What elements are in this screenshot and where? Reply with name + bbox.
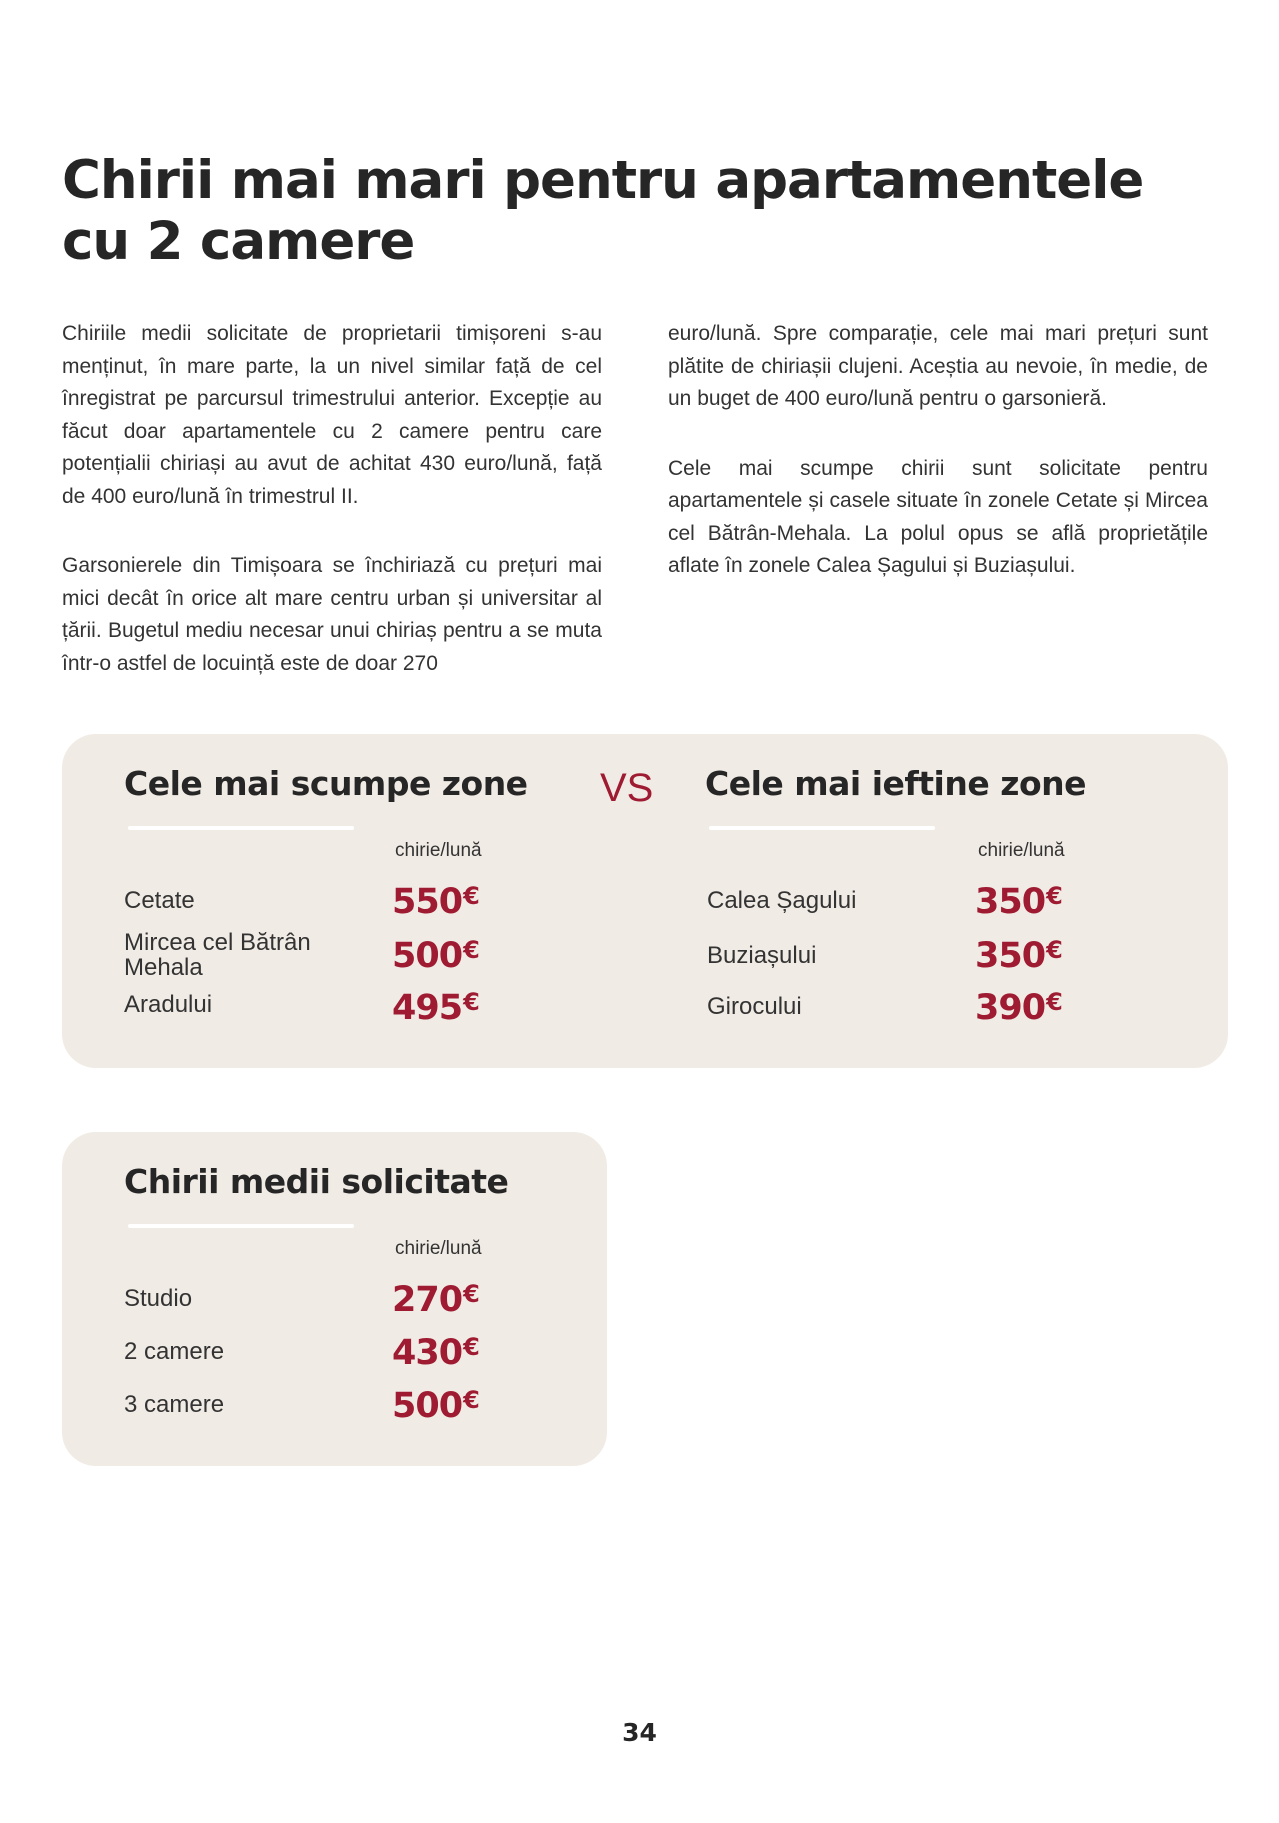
text-column-right (668, 318, 1208, 620)
currency-symbol: € (463, 1280, 479, 1308)
price-value: 270 (392, 1280, 463, 1320)
unit-label: chirie/lună (395, 1238, 482, 1259)
average-price (392, 1380, 479, 1426)
currency-symbol: € (463, 1386, 479, 1414)
currency-symbol: € (463, 1333, 479, 1361)
page-number: 34 (622, 1718, 657, 1747)
zone-price (392, 876, 479, 922)
zone-label: Calea Șagului (707, 887, 857, 914)
title-underline (128, 826, 354, 830)
price-value: 495 (392, 988, 463, 1028)
currency-symbol: € (463, 882, 479, 910)
zone-label: Girocului (707, 993, 802, 1020)
vs-label: VS (600, 766, 654, 810)
paragraph: Chiriile medii solicitate de proprietarii timișoreni s-au menținut, în mare parte, la un nivel similar față de cel înregistrat pe parcursul trimestrului anterior. Excepție au făcut doar apartamentele cu 2 camere pentru care potențialii chiriași au avut de achitat 430 euro/lună, față de 400 euro/lună în trimestrul II. (62, 322, 602, 508)
average-rent-title: Chirii medii solicitate (124, 1162, 509, 1201)
text-column-left (62, 318, 602, 717)
currency-symbol: € (463, 988, 479, 1016)
apartment-type-label: 2 camere (124, 1338, 225, 1365)
zone-price (975, 930, 1062, 976)
page-title: Chirii mai mari pentru apartamentele cu 2 camere (62, 150, 1144, 272)
price-value: 350 (975, 882, 1046, 922)
cheap-zones-title: Cele mai ieftine zone (705, 764, 1086, 803)
title-underline (709, 826, 935, 830)
unit-label: chirie/lună (395, 840, 482, 861)
price-value: 430 (392, 1333, 463, 1373)
paragraph: Cele mai scumpe chirii sunt solicitate pentru apartamentele și casele situate în zonele Cetate și Mircea cel Bătrân-Mehala. La polul opus se află proprietățile aflate în zonele Calea Șagului și Buziașului. (668, 456, 1208, 577)
currency-symbol: € (1046, 936, 1062, 964)
title-underline (128, 1224, 354, 1228)
paragraph: euro/lună. Spre comparație, cele mai mari prețuri sunt plătite de chiriașii clujeni. Aceștia au nevoie, în medie, de un buget de 400 euro/lună pentru o garsonieră. (668, 322, 1208, 410)
zone-label: Mircea cel Bătrân Mehala (124, 929, 311, 981)
zone-label: Buziașului (707, 942, 817, 969)
price-value: 550 (392, 882, 463, 922)
currency-symbol: € (1046, 988, 1062, 1016)
expensive-zones-title: Cele mai scumpe zone (124, 764, 528, 803)
average-price (392, 1274, 479, 1320)
price-value: 390 (975, 988, 1046, 1028)
zone-label: Aradului (124, 991, 213, 1018)
unit-label: chirie/lună (978, 840, 1065, 861)
currency-symbol: € (463, 936, 479, 964)
zone-price (975, 876, 1062, 922)
zone-price (392, 930, 479, 976)
currency-symbol: € (1046, 882, 1062, 910)
price-value: 500 (392, 936, 463, 976)
zone-price (392, 982, 479, 1028)
apartment-type-label: Studio (124, 1285, 193, 1312)
price-value: 350 (975, 936, 1046, 976)
average-price (392, 1327, 479, 1373)
paragraph: Garsonierele din Timișoara se închiriază cu prețuri mai mici decât în orice alt mare centru urban și universitar al țării. Bugetul mediu necesar unui chiriaș pentru a se muta într-o astfel de locuință este de doar 270 (62, 554, 602, 675)
apartment-type-label: 3 camere (124, 1391, 225, 1418)
price-value: 500 (392, 1386, 463, 1426)
zone-price (975, 982, 1062, 1028)
zone-label: Cetate (124, 887, 195, 914)
